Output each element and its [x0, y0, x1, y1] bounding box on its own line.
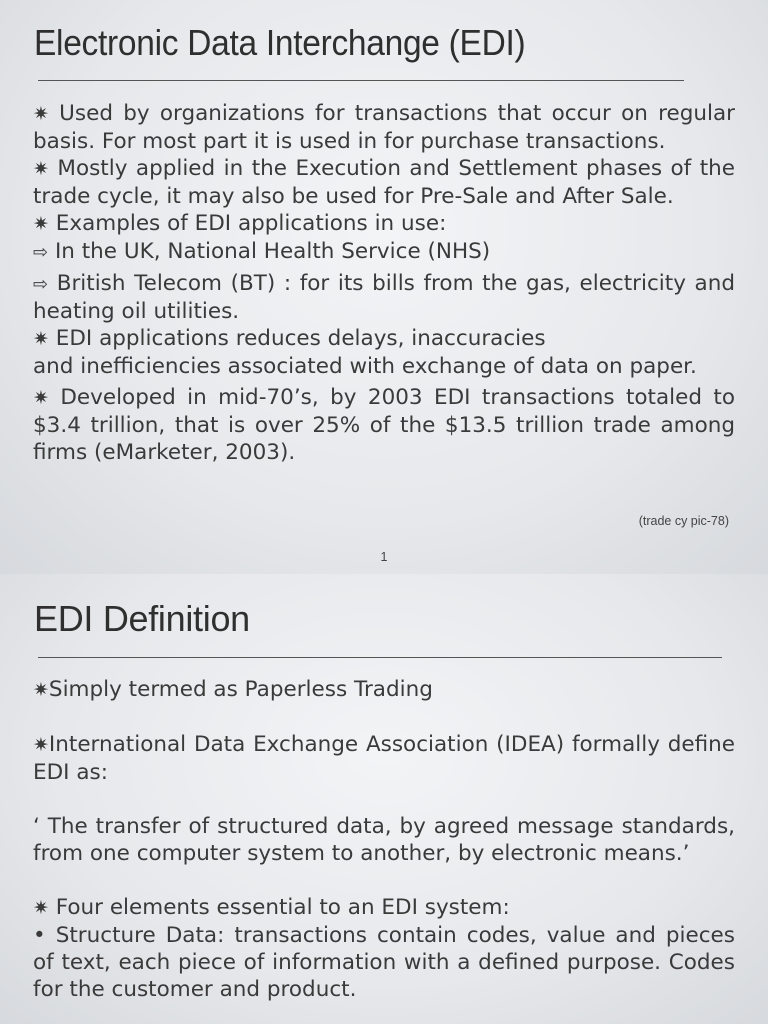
- spacer: [33, 867, 735, 894]
- star-bullet-icon: ✷: [33, 387, 49, 409]
- slide-1-title: Electronic Data Interchange (EDI): [34, 22, 526, 63]
- slide-1-body: [33, 100, 735, 466]
- star-bullet-icon: ✷: [33, 734, 49, 756]
- star-bullet-icon: ✷: [33, 158, 49, 180]
- list-item: ✷International Data Exchange Association (IDEA) formally define EDI as:: [33, 732, 735, 785]
- list-item: • Structure Data: transactions contain codes, value and pieces of text, each piece of information with a defined purpose. Codes for the customer and product.: [33, 923, 735, 1002]
- list-item: ✷ Used by organizations for transactions that occur on regular basis. For most part it is used in for purchase transactions.: [33, 101, 735, 154]
- page-number: 1: [380, 550, 388, 564]
- list-item-continuation: and inefficiencies associated with exchange of data on paper.: [33, 354, 697, 379]
- source-note: (trade cy pic-78): [638, 514, 729, 528]
- dot-bullet-icon: •: [33, 923, 46, 948]
- title-divider: [38, 80, 684, 81]
- list-item: ⇨ In the UK, National Health Service (NHS): [33, 239, 491, 264]
- list-item: ✷ Examples of EDI applications in use:: [33, 211, 447, 236]
- spacer: [33, 704, 735, 731]
- star-bullet-icon: ✷: [33, 679, 49, 701]
- spacer: [33, 786, 735, 813]
- title-divider: [38, 657, 722, 658]
- star-bullet-icon: ✷: [33, 103, 49, 125]
- star-bullet-icon: ✷: [33, 897, 49, 919]
- list-item: ✷ Four elements essential to an EDI system:: [33, 895, 510, 920]
- list-item: ✷Simply termed as Paperless Trading: [33, 677, 433, 702]
- list-item: ⇨ British Telecom (BT) : for its bills from the gas, electricity and heating oil utilities.: [33, 271, 735, 324]
- list-item: ✷ Developed in mid-70’s, by 2003 EDI transactions totaled to $3.4 trillion, that is over 25% of the $13.5 trillion trade among firms (eMarketer, 2003).: [33, 385, 735, 465]
- definition-quote: ‘ The transfer of structured data, by agreed message standards, from one computer system to another, by electronic means.’: [33, 814, 735, 866]
- star-bullet-icon: ✷: [33, 328, 49, 350]
- slide-2-title: EDI Definition: [34, 598, 250, 639]
- slide-2-body: [33, 676, 735, 1003]
- slide-2: [0, 574, 768, 1024]
- arrow-bullet-icon: ⇨: [33, 242, 49, 263]
- star-bullet-icon: ✷: [33, 213, 49, 235]
- arrow-bullet-icon: ⇨: [33, 274, 49, 295]
- list-item: ✷ EDI applications reduces delays, inaccuracies: [33, 326, 546, 351]
- list-item: ✷ Mostly applied in the Execution and Settlement phases of the trade cycle, it may also be used for Pre-Sale and After Sale.: [33, 156, 735, 209]
